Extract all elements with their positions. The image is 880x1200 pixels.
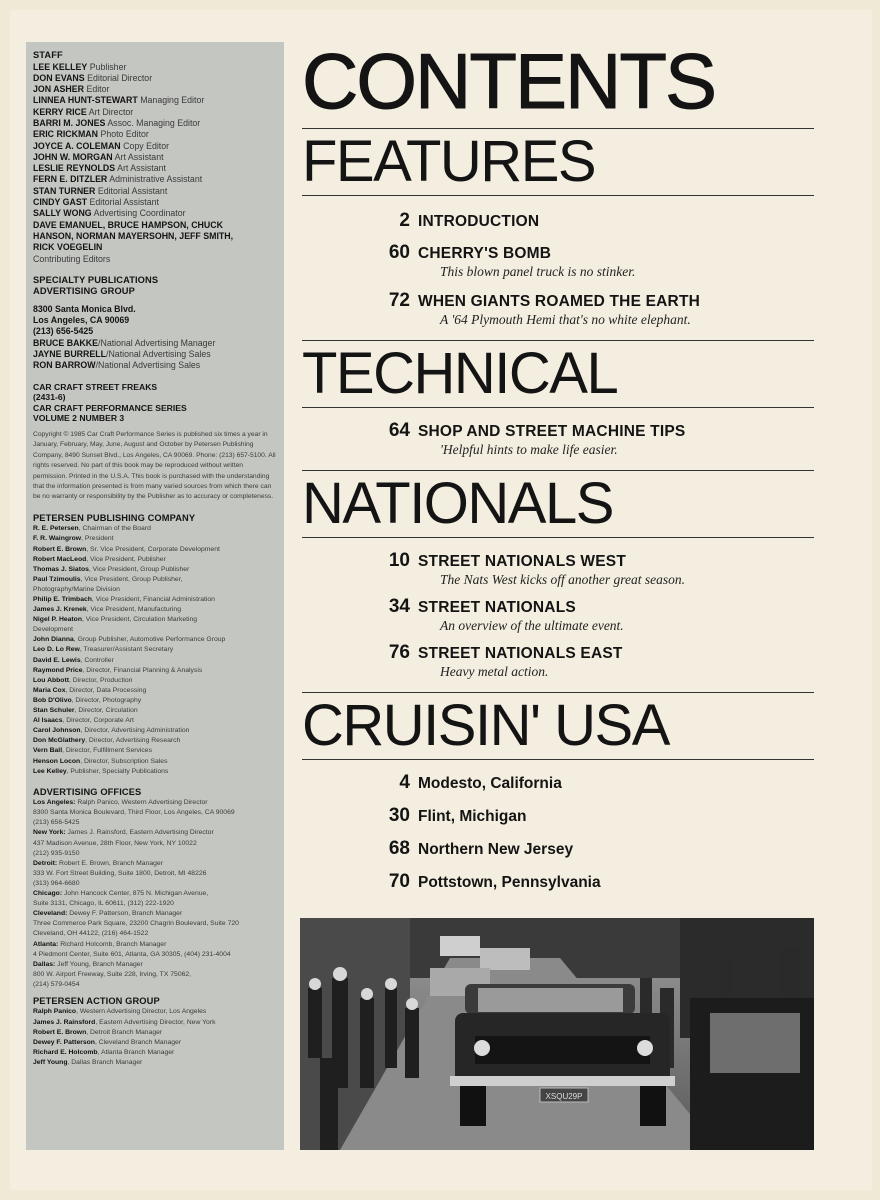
page-number: 76 [388, 642, 410, 663]
list-item: Dallas: Jeff Young, Branch Manager [33, 960, 143, 968]
toc-entry[interactable] [302, 550, 814, 572]
article-subtitle: Heavy metal action. [440, 664, 549, 679]
ad-staff-member: RON BARROW/National Advertising Sales [33, 360, 201, 371]
page-number: 30 [388, 805, 410, 826]
list-item: James J. Krenek, Vice President, Manufacturing [33, 606, 181, 614]
copyright-notice: Copyright © 1985 Car Craft Performance Series is published six times a year in January, February, May, June, August and October by Petersen Publishing Company, 8490 Sunset Blvd., Los Angeles, CA 90069. Phone: (213) 657-5100. All rights reserved. No part of this book may be reproduced without written permission. Printed in the U.S.A. This book is purchased with the understanding that the information presented is from many varied sources from which there can be no warranty or responsibility by the Publisher as to accuracy or completeness. [33, 431, 276, 501]
publication-line: CAR CRAFT PERFORMANCE SERIES [33, 402, 187, 413]
list-item: 4 Piedmont Center, Suite 601, Atlanta, GA 30305, (404) 231-4004 [33, 950, 231, 958]
contents-column [302, 37, 814, 893]
staff-member: LESLIE REYNOLDS Art Assistant [33, 163, 166, 174]
list-item: R. E. Petersen, Chairman of the Board [33, 525, 151, 533]
list-item: Carol Johnson, Director, Advertising Administration [33, 727, 190, 735]
section-title-nationals: NATIONALS [302, 471, 613, 536]
list-item: 333 W. Fort Street Building, Suite 1800, Detroit, MI 48226 [33, 869, 207, 877]
list-item: Development [33, 626, 74, 634]
contents-title: CONTENTS [302, 37, 715, 125]
page-number: 2 [399, 210, 410, 231]
staff-member: JON ASHER Editor [33, 84, 110, 95]
toc-entry[interactable] [302, 210, 814, 232]
list-item: James J. Rainsford, Eastern Advertising Director, New York [33, 1018, 216, 1026]
specialty-heading: SPECIALTY PUBLICATIONS [33, 274, 159, 285]
list-item: Los Angeles: Ralph Panico, Western Advertising Director [33, 799, 208, 807]
staff-member: BARRI M. JONES Assoc. Managing Editor [33, 117, 201, 128]
list-item: Nigel P. Heaton, Vice President, Circulation Marketing [33, 616, 198, 624]
contributors-line: RICK VOEGELIN [33, 242, 103, 253]
section-title-technical: TECHNICAL [302, 341, 618, 406]
article-title: Modesto, California [418, 775, 562, 792]
toc-entry[interactable] [302, 290, 814, 312]
staff-member: KERRY RICE Art Director [33, 106, 134, 117]
license-plate: XSQU29P [545, 1092, 583, 1101]
list-item: 8300 Santa Monica Boulevard, Third Floor, Los Angeles, CA 90069 [33, 809, 235, 817]
article-subtitle: 'Helpful hints to make life easier. [440, 442, 618, 457]
list-item: Robert MacLeod, Vice President, Publisher [33, 555, 166, 563]
list-item: F. R. Waingrow, President [33, 535, 114, 543]
staff-member: SALLY WONG Advertising Coordinator [33, 208, 186, 219]
petersen-list [33, 524, 278, 776]
toc-entry[interactable] [302, 805, 814, 827]
list-item: Chicago: John Hancock Center, 875 N. Michigan Avenue, [33, 890, 209, 898]
list-item: Robert E. Brown, Detroit Branch Manager [33, 1028, 163, 1036]
publication-line: CAR CRAFT STREET FREAKS [33, 381, 158, 392]
list-item: Dewey F. Patterson, Cleveland Branch Manager [33, 1038, 182, 1046]
list-item: Raymond Price, Director, Financial Planning & Analysis [33, 666, 203, 674]
contributors-role: Contributing Editors [33, 253, 111, 264]
staff-member: ERIC RICKMAN Photo Editor [33, 129, 149, 140]
list-item: Cleveland, OH 44122, (216) 464-1522 [33, 930, 149, 938]
ad-offices-list [33, 798, 278, 990]
list-item: Richard E. Holcomb, Atlanta Branch Manager [33, 1048, 175, 1056]
address-line: 8300 Santa Monica Blvd. [33, 303, 136, 314]
street-scene-illustration [300, 918, 814, 1150]
list-item: Vern Ball, Director, Fulfillment Services [33, 747, 152, 755]
list-item: Don McGlathery, Director, Advertising Research [33, 737, 181, 745]
toc-entry[interactable] [302, 838, 814, 860]
masthead-sidebar [26, 42, 284, 1150]
list-item: Stan Schuler, Director, Circulation [33, 707, 138, 715]
cruising-street-photo [300, 918, 814, 1150]
article-subtitle: An overview of the ultimate event. [440, 618, 624, 633]
ad-staff-member: BRUCE BAKKE/National Advertising Manager [33, 337, 216, 348]
staff-member: FERN E. DITZLER Administrative Assistant [33, 174, 203, 185]
article-subtitle: The Nats West kicks off another great season. [440, 572, 685, 587]
list-item: Paul Tzimoulis, Vice President, Group Publisher, [33, 575, 183, 583]
toc-entry[interactable] [302, 420, 814, 442]
list-item: (213) 656-5425 [33, 819, 80, 827]
list-item: (313) 964-6680 [33, 879, 80, 887]
section-title-cruisin: CRUISIN' USA [302, 693, 669, 758]
article-title: INTRODUCTION [418, 213, 540, 230]
page-number: 68 [388, 838, 410, 859]
list-item: David E. Lewis, Controller [33, 656, 114, 664]
article-title: Flint, Michigan [418, 808, 527, 825]
list-item: Detroit: Robert E. Brown, Branch Manager [33, 859, 163, 867]
address-line: Los Angeles, CA 90069 [33, 315, 130, 326]
list-item: Photography/Marine Division [33, 585, 120, 593]
list-item: John Dianna, Group Publisher, Automotive Performance Group [33, 636, 226, 644]
list-item: (212) 935-9150 [33, 849, 80, 857]
list-item: Henson Locon, Director, Subscription Sales [33, 757, 168, 765]
toc-entry[interactable] [302, 871, 814, 893]
list-item: Maria Cox, Director, Data Processing [33, 686, 147, 694]
action-group-list [33, 1007, 278, 1068]
staff-member: JOYCE A. COLEMAN Copy Editor [33, 140, 170, 151]
page-number: 70 [388, 871, 410, 892]
address-line: (213) 656-5425 [33, 326, 94, 337]
publication-line: (2431-6) [33, 392, 66, 403]
page-number: 72 [388, 290, 410, 311]
list-item: New York: James J. Rainsford, Eastern Advertising Director [33, 829, 214, 837]
article-subtitle: A '64 Plymouth Hemi that's no white elephant. [440, 312, 691, 327]
list-item: 437 Madison Avenue, 28th Floor, New York, NY 10022 [33, 839, 197, 847]
section-title-features: FEATURES [302, 129, 596, 194]
toc-entry[interactable] [302, 596, 814, 618]
list-item: Robert E. Brown, Sr. Vice President, Corporate Development [33, 545, 220, 553]
list-item: Al Isaacs, Director, Corporate Art [33, 717, 134, 725]
article-title: SHOP AND STREET MACHINE TIPS [418, 423, 686, 440]
list-item: Jeff Young, Dallas Branch Manager [33, 1058, 143, 1066]
toc-entry[interactable] [302, 772, 814, 794]
staff-member: STAN TURNER Editorial Assistant [33, 185, 168, 196]
list-item: Lee Kelley, Publisher, Specialty Publications [33, 767, 169, 775]
staff-member: CINDY GAST Editorial Assistant [33, 197, 159, 208]
list-item: Suite 3131, Chicago, IL 60611, (312) 222-1920 [33, 900, 174, 908]
list-item: 800 W. Airport Freeway, Suite 228, Irving, TX 75062, [33, 970, 192, 978]
article-title: STREET NATIONALS WEST [418, 553, 626, 570]
toc-entry[interactable] [302, 242, 814, 264]
staff-member: LINNEA HUNT-STEWART Managing Editor [33, 95, 205, 106]
ad-offices-heading: ADVERTISING OFFICES [33, 786, 142, 797]
list-item: Lou Abbott, Director, Production [33, 676, 133, 684]
staff-member: LEE KELLEY Publisher [33, 61, 127, 72]
specialty-heading-2: ADVERTISING GROUP [33, 286, 135, 297]
page-number: 10 [388, 550, 410, 571]
list-item: (214) 579-0454 [33, 980, 80, 988]
article-title: Northern New Jersey [418, 841, 574, 858]
staff-member: DON EVANS Editorial Director [33, 72, 153, 83]
page-number: 4 [399, 772, 410, 793]
staff-heading: STAFF [33, 50, 63, 60]
staff-list [33, 62, 278, 265]
list-item: Thomas J. Siatos, Vice President, Group Publisher [33, 565, 190, 573]
action-group-heading: PETERSEN ACTION GROUP [33, 995, 160, 1006]
list-item: Cleveland: Dewey F. Patterson, Branch Manager [33, 910, 183, 918]
article-subtitle: This blown panel truck is no stinker. [440, 264, 636, 279]
article-title: STREET NATIONALS EAST [418, 645, 623, 662]
petersen-heading: PETERSEN PUBLISHING COMPANY [33, 512, 196, 523]
ad-staff-member: JAYNE BURRELL/National Advertising Sales [33, 349, 211, 360]
toc-entry[interactable] [302, 642, 814, 664]
list-item: Three Commerce Park Square, 23200 Chagrin Boulevard, Suite 720 [33, 920, 239, 928]
contributors-line: DAVE EMANUEL, BRUCE HAMPSON, CHUCK [33, 219, 223, 230]
publication-line: VOLUME 2 NUMBER 3 [33, 413, 125, 424]
article-title: STREET NATIONALS [418, 599, 576, 616]
list-item: Atlanta: Richard Holcomb, Branch Manager [33, 940, 167, 948]
page-number: 34 [388, 596, 410, 617]
article-title: CHERRY'S BOMB [418, 245, 552, 262]
staff-member: JOHN W. MORGAN Art Assistant [33, 151, 164, 162]
list-item: Leo D. Lo Rew, Treasurer/Assistant Secretary [33, 646, 174, 654]
list-item: Philip E. Trimbach, Vice President, Financial Administration [33, 596, 215, 603]
list-item: Ralph Panico, Western Advertising Director, Los Angeles [33, 1008, 207, 1016]
contributors-line: HANSON, NORMAN MAYERSOHN, JEFF SMITH, [33, 230, 234, 241]
article-title: Pottstown, Pennsylvania [418, 874, 601, 891]
list-item: Bob D'Olivo, Director, Photography [33, 696, 142, 704]
page-number: 60 [388, 242, 410, 263]
article-title: WHEN GIANTS ROAMED THE EARTH [418, 293, 701, 310]
page-number: 64 [388, 420, 410, 441]
